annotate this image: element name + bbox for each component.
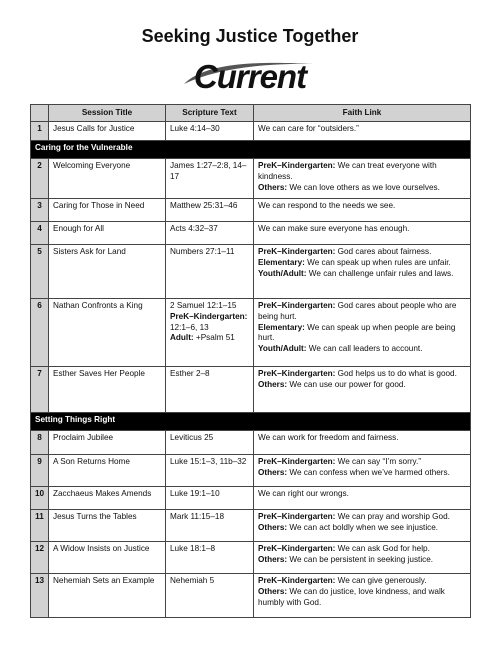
faith-text: We can give generously. xyxy=(335,576,427,585)
session-title: Welcoming Everyone xyxy=(49,159,166,199)
session-number: 13 xyxy=(31,574,49,618)
section-header-setting xyxy=(31,413,471,431)
faith-label: Elementary: xyxy=(258,257,305,267)
faith-text: We can do justice, love kindness, and walk humbly with God. xyxy=(258,586,445,607)
session-title: Proclaim Jubilee xyxy=(49,431,166,455)
faith-label: Youth/Adult: xyxy=(258,268,307,278)
scripture-text: Luke 18:1–8 xyxy=(166,542,254,574)
faith-link: We can right our wrongs. xyxy=(254,487,471,510)
faith-link xyxy=(254,510,471,542)
faith-text: We can treat everyone with kindness. xyxy=(258,161,437,181)
scripture-prek-label: PreK–Kindergarten: xyxy=(170,311,248,321)
table-row xyxy=(31,574,471,618)
faith-label: PreK–Kindergarten: xyxy=(258,161,336,170)
faith-text: We can confess when we’ve harmed others. xyxy=(287,467,450,477)
table-row xyxy=(31,487,471,510)
faith-label: PreK–Kindergarten: xyxy=(258,301,336,310)
column-header-number xyxy=(31,105,49,122)
table-row xyxy=(31,122,471,141)
table-header-row xyxy=(31,105,471,122)
scripture-prek: 12:1–6, 13 xyxy=(170,322,209,332)
scripture-text: Acts 4:32–37 xyxy=(166,222,254,245)
scripture-text: Mark 11:15–18 xyxy=(166,510,254,542)
session-title: A Son Returns Home xyxy=(49,455,166,487)
session-title: Zacchaeus Makes Amends xyxy=(49,487,166,510)
session-number: 6 xyxy=(31,299,49,367)
page-title: Seeking Justice Together xyxy=(141,26,359,46)
faith-text: We can pray and worship God. xyxy=(335,512,450,521)
session-number: 11 xyxy=(31,510,49,542)
faith-label: PreK–Kindergarten: xyxy=(258,457,336,466)
faith-label: Others: xyxy=(258,467,288,477)
faith-label: PreK–Kindergarten: xyxy=(258,576,336,585)
session-title: Jesus Calls for Justice xyxy=(49,122,166,141)
table-row xyxy=(31,510,471,542)
faith-label: Others: xyxy=(258,379,288,389)
scripture-adult: +Psalm 51 xyxy=(193,333,235,343)
faith-link xyxy=(254,367,471,413)
scripture-text: Matthew 25:31–46 xyxy=(166,199,254,222)
table-row xyxy=(31,199,471,222)
scripture-text: Luke 15:1–3, 11b–32 xyxy=(166,455,254,487)
faith-text: God cares about people who are being hurt. xyxy=(258,301,457,321)
table-row xyxy=(31,299,471,367)
session-number: 3 xyxy=(31,199,49,222)
faith-text: We can love others as we love ourselves. xyxy=(287,182,440,192)
session-number: 7 xyxy=(31,367,49,413)
faith-text: God cares about fairness. xyxy=(335,247,432,256)
faith-text: We can speak up when people are being hurt. xyxy=(258,322,456,343)
table-row xyxy=(31,455,471,487)
faith-text: We can be persistent in seeking justice. xyxy=(287,554,434,564)
scripture-text: Esther 2–8 xyxy=(166,367,254,413)
scripture-text: Luke 19:1–10 xyxy=(166,487,254,510)
session-title: Caring for Those in Need xyxy=(49,199,166,222)
session-number: 10 xyxy=(31,487,49,510)
faith-link xyxy=(254,245,471,299)
faith-link xyxy=(254,455,471,487)
session-number: 2 xyxy=(31,159,49,199)
faith-label: PreK–Kindergarten: xyxy=(258,369,336,378)
faith-link: We can care for “outsiders.” xyxy=(254,122,471,141)
faith-text: We can speak up when rules are unfair. xyxy=(304,257,451,267)
faith-label: Others: xyxy=(258,586,288,596)
scripture-text: James 1:27–2:8, 14–17 xyxy=(166,159,254,199)
faith-text: We can act boldly when we see injustice. xyxy=(287,522,439,532)
scripture-text: Numbers 27:1–11 xyxy=(166,245,254,299)
scripture-text: Nehemiah 5 xyxy=(166,574,254,618)
table-row xyxy=(31,542,471,574)
faith-link: We can respond to the needs we see. xyxy=(254,199,471,222)
faith-text: We can ask God for help. xyxy=(335,544,430,553)
faith-label: Youth/Adult: xyxy=(258,344,307,354)
faith-label: Others: xyxy=(258,554,288,564)
table-row xyxy=(31,367,471,413)
session-title: Sisters Ask for Land xyxy=(49,245,166,299)
faith-label: PreK–Kindergarten: xyxy=(258,544,336,553)
scripture-adult-label: Adult: xyxy=(170,333,194,343)
session-number: 4 xyxy=(31,222,49,245)
faith-label: Elementary: xyxy=(258,322,305,332)
table-row xyxy=(31,431,471,455)
current-logo xyxy=(182,54,318,94)
faith-link: We can work for freedom and fairness. xyxy=(254,431,471,455)
faith-label: Others: xyxy=(258,182,288,192)
scripture-text: Leviticus 25 xyxy=(166,431,254,455)
faith-text: We can use our power for good. xyxy=(287,379,406,389)
table-row xyxy=(31,245,471,299)
faith-text: We can say “I’m sorry.” xyxy=(335,457,422,466)
faith-link xyxy=(254,159,471,199)
session-table xyxy=(30,104,471,618)
session-number: 8 xyxy=(31,431,49,455)
column-header-session-title: Session Title xyxy=(49,105,166,122)
session-title: Nathan Confronts a King xyxy=(49,299,166,367)
faith-link: We can make sure everyone has enough. xyxy=(254,222,471,245)
table-row xyxy=(31,222,471,245)
session-number: 12 xyxy=(31,542,49,574)
scripture-text xyxy=(166,299,254,367)
faith-text: We can call leaders to account. xyxy=(306,344,423,354)
session-number: 5 xyxy=(31,245,49,299)
svg-text:Current: Current xyxy=(193,58,307,94)
session-number: 1 xyxy=(31,122,49,141)
section-header-caring xyxy=(31,141,471,159)
faith-link xyxy=(254,574,471,618)
faith-text: We can challenge unfair rules and laws. xyxy=(306,268,454,278)
faith-text: God helps us to do what is good. xyxy=(335,369,457,378)
faith-link xyxy=(254,299,471,367)
session-number: 9 xyxy=(31,455,49,487)
session-title: A Widow Insists on Justice xyxy=(49,542,166,574)
session-title: Esther Saves Her People xyxy=(49,367,166,413)
faith-link xyxy=(254,542,471,574)
section-title: Setting Things Right xyxy=(31,413,471,431)
section-title: Caring for the Vulnerable xyxy=(31,141,471,159)
session-title: Enough for All xyxy=(49,222,166,245)
column-header-scripture-text: Scripture Text xyxy=(166,105,254,122)
faith-label: PreK–Kindergarten: xyxy=(258,247,336,256)
session-title: Jesus Turns the Tables xyxy=(49,510,166,542)
session-title: Nehemiah Sets an Example xyxy=(49,574,166,618)
faith-label: PreK–Kindergarten: xyxy=(258,512,336,521)
column-header-faith-link: Faith Link xyxy=(254,105,471,122)
scripture-main: 2 Samuel 12:1–15 xyxy=(170,301,237,310)
table-row xyxy=(31,159,471,199)
scripture-text: Luke 4:14–30 xyxy=(166,122,254,141)
faith-label: Others: xyxy=(258,522,288,532)
